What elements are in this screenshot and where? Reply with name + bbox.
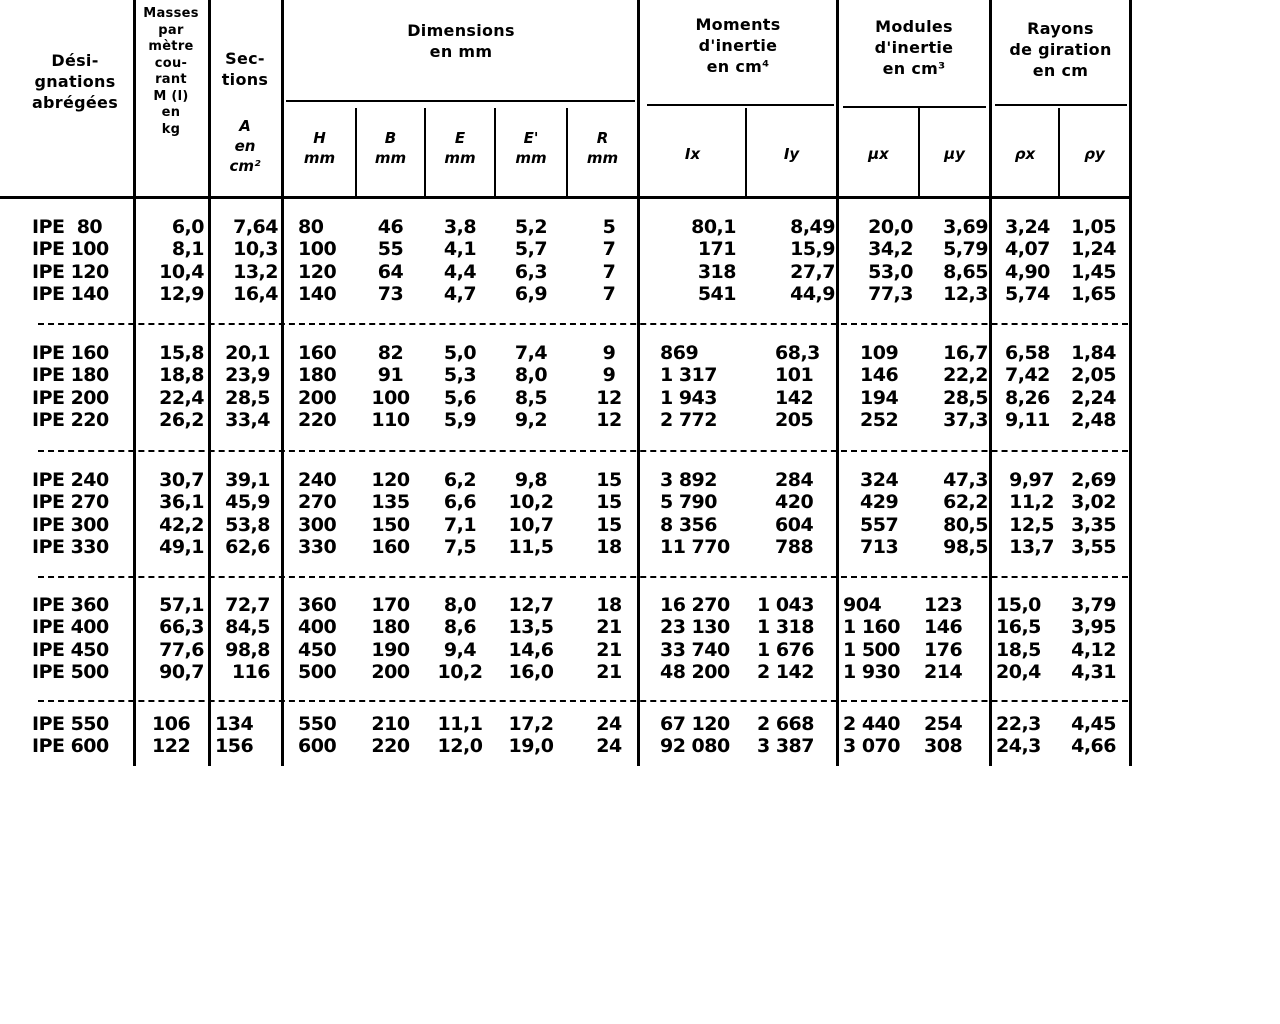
h-cell: 550 600 [298, 713, 337, 758]
rho-y-cell: 4,45 4,66 [1071, 713, 1116, 758]
designation-cell: IPE 550 IPE 600 [32, 713, 109, 758]
b-cell: 120 135 150 160 [371, 469, 410, 558]
ix-cell: 869 1 317 1 943 2 772 [660, 342, 717, 431]
e-prime-cell: 17,2 19,0 [508, 713, 554, 758]
e-cell: 8,0 8,6 9,4 10,2 [437, 594, 483, 683]
mu-y-cell: 3,69 5,79 8,65 12,3 [943, 216, 988, 305]
group-separator [38, 576, 1128, 578]
column-rule [836, 0, 839, 766]
header-rayons: Rayons de giration en cm [1009, 19, 1112, 80]
group-separator [38, 323, 1128, 325]
header-masses: Masses par mètre cou- rant M (l) en kg [143, 6, 199, 137]
mu-x-cell: 109 146 194 252 [860, 342, 899, 431]
rho-x-cell: 9,97 11,2 12,5 13,7 [1009, 469, 1054, 558]
b-cell: 46 55 64 73 [377, 216, 404, 305]
header-rule [647, 104, 834, 106]
header-b: B mm [374, 129, 407, 167]
mu-y-cell: 47,3 62,2 80,5 98,5 [943, 469, 988, 558]
ix-cell: 16 270 23 130 33 740 48 200 [660, 594, 730, 683]
header-iy: Iy [783, 145, 800, 163]
column-rule [989, 0, 992, 766]
rho-y-cell: 1,84 2,05 2,24 2,48 [1071, 342, 1116, 431]
e-cell: 6,2 6,6 7,1 7,5 [443, 469, 477, 558]
masse-cell: 106 122 [152, 713, 191, 758]
header-rho-x: ρx [1014, 145, 1036, 163]
rho-y-cell: 1,05 1,24 1,45 1,65 [1071, 216, 1116, 305]
header-mu-y: µy [944, 145, 965, 163]
e-cell: 5,0 5,3 5,6 5,9 [443, 342, 477, 431]
header-e: E mm [444, 129, 476, 167]
e-cell: 3,8 4,1 4,4 4,7 [443, 216, 477, 305]
rho-x-cell: 22,3 24,3 [996, 713, 1041, 758]
designation-cell: IPE 80 IPE 100 IPE 120 IPE 140 [32, 216, 109, 305]
iy-cell: 2 668 3 387 [757, 713, 814, 758]
rho-y-cell: 3,79 3,95 4,12 4,31 [1071, 594, 1116, 683]
header-rho-y: ρy [1084, 145, 1105, 163]
column-rule [281, 0, 284, 766]
masse-cell: 6,0 8,1 10,4 12,9 [159, 216, 204, 305]
ix-cell: 3 892 5 790 8 356 11 770 [660, 469, 730, 558]
ix-cell: 67 120 92 080 [660, 713, 730, 758]
mu-x-cell: 2 440 3 070 [843, 713, 900, 758]
masse-cell: 15,8 18,8 22,4 26,2 [159, 342, 204, 431]
mu-x-cell: 904 1 160 1 500 1 930 [843, 594, 900, 683]
iy-cell: 1 043 1 318 1 676 2 142 [757, 594, 814, 683]
rho-y-cell: 2,69 3,02 3,35 3,55 [1071, 469, 1116, 558]
header-ix: Ix [684, 145, 701, 163]
h-cell: 240 270 300 330 [298, 469, 337, 558]
masse-cell: 30,7 36,1 42,2 49,1 [159, 469, 204, 558]
h-cell: 80 100 120 140 [298, 216, 337, 305]
b-cell: 82 91 100 110 [371, 342, 410, 431]
h-cell: 360 400 450 500 [298, 594, 337, 683]
r-cell: 9 9 12 12 [596, 342, 622, 431]
mu-y-cell: 254 308 [924, 713, 963, 758]
mu-x-cell: 20,0 34,2 53,0 77,3 [868, 216, 913, 305]
section-cell: 7,64 10,3 13,2 16,4 [233, 216, 278, 305]
h-cell: 160 180 200 220 [298, 342, 337, 431]
b-cell: 170 180 190 200 [371, 594, 410, 683]
designation-cell: IPE 360 IPE 400 IPE 450 IPE 500 [32, 594, 109, 683]
e-prime-cell: 5,2 5,7 6,3 6,9 [514, 216, 548, 305]
header-sections: Sec- tions [221, 49, 269, 89]
ix-cell: 80,1 171 318 541 [691, 216, 736, 305]
e-prime-cell: 7,4 8,0 8,5 9,2 [514, 342, 548, 431]
header-rule [843, 106, 986, 108]
mu-y-cell: 123 146 176 214 [924, 594, 963, 683]
designation-cell: IPE 160 IPE 180 IPE 200 IPE 220 [32, 342, 109, 431]
header-bottom-rule [0, 196, 1132, 199]
header-mu-x: µx [868, 145, 889, 163]
header-e-prime: E' mm [515, 129, 547, 167]
r-cell: 15 15 15 18 [596, 469, 622, 558]
header-modules: Modules d'inertie en cm³ [874, 17, 954, 78]
e-prime-cell: 9,8 10,2 10,7 11,5 [508, 469, 554, 558]
iy-cell: 284 420 604 788 [775, 469, 814, 558]
header-h: H mm [303, 129, 336, 167]
rho-x-cell: 15,0 16,5 18,5 20,4 [996, 594, 1041, 683]
section-cell: 39,1 45,9 53,8 62,6 [225, 469, 270, 558]
r-cell: 24 24 [596, 713, 622, 758]
r-cell: 5 7 7 7 [602, 216, 616, 305]
header-sections-unit: A en cm² [229, 117, 261, 175]
designation-cell: IPE 240 IPE 270 IPE 300 IPE 330 [32, 469, 109, 558]
section-cell: 20,1 23,9 28,5 33,4 [225, 342, 270, 431]
e-prime-cell: 12,7 13,5 14,6 16,0 [508, 594, 554, 683]
group-separator [38, 700, 1128, 702]
header-moments: Moments d'inertie en cm⁴ [695, 15, 781, 76]
section-cell: 72,7 84,5 98,8 116 [225, 594, 270, 683]
iy-cell: 8,49 15,9 27,7 44,9 [790, 216, 835, 305]
header-dimensions: Dimensions en mm [407, 21, 515, 61]
section-cell: 134 156 [215, 713, 254, 758]
header-designations: Dési- gnations abrégées [31, 51, 119, 112]
header-rule [286, 100, 635, 102]
e-cell: 11,1 12,0 [437, 713, 483, 758]
header-rule [995, 104, 1127, 106]
r-cell: 18 21 21 21 [596, 594, 622, 683]
header-r: R mm [586, 129, 619, 167]
mu-y-cell: 16,7 22,2 28,5 37,3 [943, 342, 988, 431]
rho-x-cell: 6,58 7,42 8,26 9,11 [1005, 342, 1050, 431]
rho-x-cell: 3,24 4,07 4,90 5,74 [1005, 216, 1050, 305]
masse-cell: 57,1 66,3 77,6 90,7 [159, 594, 204, 683]
b-cell: 210 220 [371, 713, 410, 758]
group-separator [38, 450, 1128, 452]
iy-cell: 68,3 101 142 205 [775, 342, 820, 431]
column-rule [1129, 0, 1132, 766]
mu-x-cell: 324 429 557 713 [860, 469, 899, 558]
